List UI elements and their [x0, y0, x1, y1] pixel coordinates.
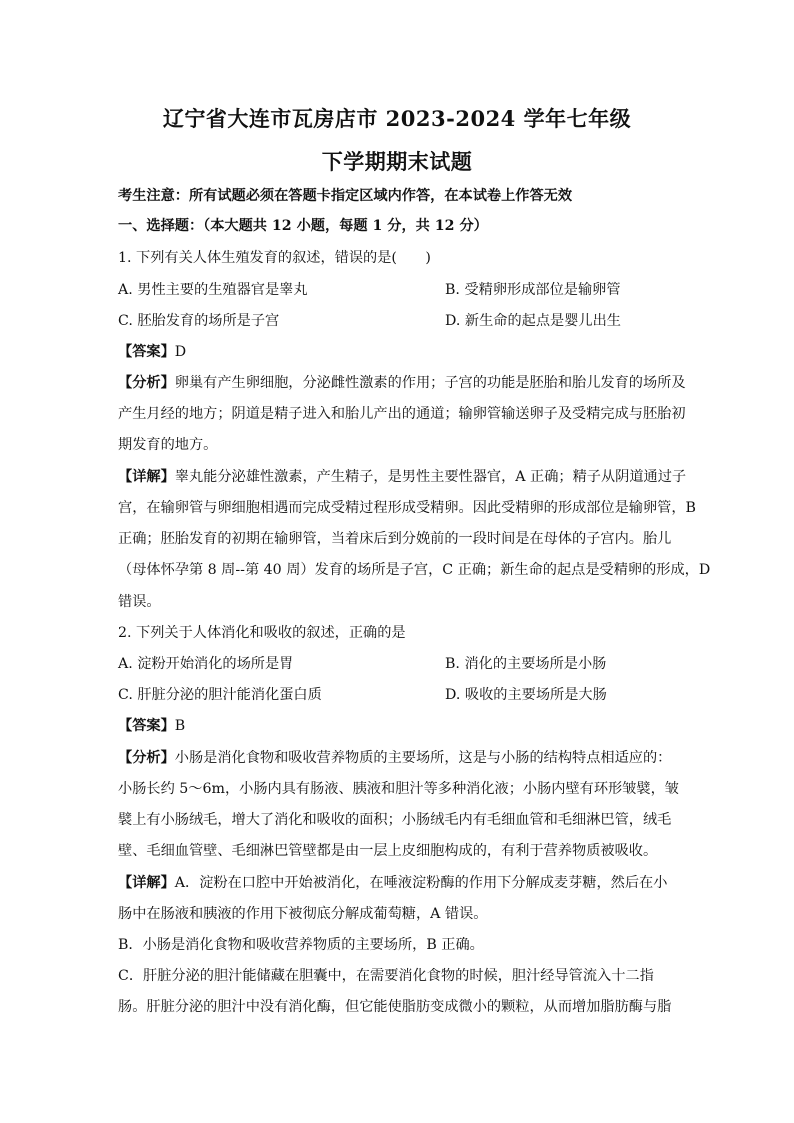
detail-label: 【详解】 [118, 469, 175, 485]
answer-value: B [174, 718, 186, 734]
question-2-analysis-line [118, 748, 678, 768]
question-2-option-a: A. 淀粉开始消化的场所是胃 [118, 656, 294, 672]
question-2-option-d: D. 吸收的主要场所是大肠 [445, 687, 607, 703]
detail-text: A．淀粉在口腔中开始被消化，在唾液淀粉酶的作用下分解成麦芽糖，然后在小 [174, 875, 668, 891]
question-1-option-b: B. 受精卵形成部位是输卵管 [445, 282, 621, 298]
question-2-analysis-line: 壁、毛细血管壁、毛细淋巴管壁都是由一层上皮细胞构成的，有利于营养物质被吸收。 [118, 843, 658, 859]
question-1-option-d: D. 新生命的起点是婴儿出生 [445, 313, 621, 329]
answer-label: 【答案】 [118, 344, 175, 360]
exam-title-line2: 下学期期末试题 [321, 149, 473, 174]
question-2-option-b: B. 消化的主要场所是小肠 [445, 656, 607, 672]
question-1-detail-line [118, 467, 687, 487]
question-2-analysis-line: 襞上有小肠绒毛，增大了消化和吸收的面积；小肠绒毛内有毛细血管和毛细淋巴管，绒毛 [118, 812, 672, 828]
question-2-detail-line: B．小肠是消化食物和吸收营养物质的主要场所，B 正确。 [118, 937, 484, 953]
section-heading: 一、选择题：（本大题共 12 小题，每题 1 分，共 12 分） [118, 218, 488, 234]
question-1-detail-line: （母体怀孕第 8 周--第 40 周）发育的场所是子宫，C 正确；新生命的起点是受精卵的形成，D [118, 562, 711, 578]
detail-label: 【详解】 [118, 875, 175, 891]
question-1-detail-line: 宫，在输卵管与卵细胞相遇而完成受精过程形成受精卵。因此受精卵的形成部位是输卵管，B [118, 500, 696, 516]
question-1-analysis-line [118, 373, 686, 393]
question-1-stem: 1. 下列有关人体生殖发育的叙述，错误的是( ) [118, 250, 431, 266]
analysis-text: 小肠是消化食物和吸收营养物质的主要场所，这是与小肠的结构特点相适应的： [174, 750, 672, 766]
question-2-option-c: C. 肝脏分泌的胆汁能消化蛋白质 [118, 687, 322, 703]
exam-notice: 考生注意：所有试题必须在答题卡指定区域内作答，在本试卷上作答无效 [118, 188, 573, 204]
question-1-analysis-line: 产生月经的地方；阴道是精子进入和胎儿产出的通道；输卵管输送卵子及受精完成与胚胎初 [118, 406, 686, 422]
question-2-stem: 2. 下列关于人体消化和吸收的叙述，正确的是 [118, 625, 406, 641]
answer-value: D [174, 344, 187, 360]
analysis-text: 卵巢有产生卵细胞，分泌雌性激素的作用；子宫的功能是胚胎和胎儿发育的场所及 [174, 375, 686, 391]
analysis-label: 【分析】 [118, 750, 175, 766]
answer-label: 【答案】 [118, 718, 175, 734]
question-1-answer [118, 342, 678, 362]
detail-text: 睾丸能分泌雄性激素，产生精子，是男性主要性器官，A 正确；精子从阴道通过子 [174, 469, 687, 485]
question-1-option-c: C. 胚胎发育的场所是子宫 [118, 313, 280, 329]
question-1-option-a: A. 男性主要的生殖器官是睾丸 [118, 282, 308, 298]
question-1-detail-line: 错误。 [118, 594, 161, 610]
question-2-answer [118, 716, 678, 736]
question-2-detail-line: 肠。肝脏分泌的胆汁中没有消化酶，但它能使脂肪变成微小的颗粒，从而增加脂肪酶与脂 [118, 999, 672, 1015]
question-2-detail-line: 肠中在肠液和胰液的作用下被彻底分解成葡萄糖，A 错误。 [118, 906, 488, 922]
question-1-analysis-line: 期发育的地方。 [118, 437, 218, 453]
exam-title-line1: 辽宁省大连市瓦房店市 2023-2024 学年七年级 [162, 106, 632, 131]
question-1-detail-line: 正确；胚胎发育的初期在输卵管，当着床后到分娩前的一段时间是在母体的子宫内。胎儿 [118, 531, 672, 547]
question-2-analysis-line: 小肠长约 5～6m，小肠内具有肠液、胰液和胆汁等多种消化液；小肠内壁有环形皱襞，皱 [118, 781, 679, 797]
analysis-label: 【分析】 [118, 375, 175, 391]
question-2-detail-line: C．肝脏分泌的胆汁能储藏在胆囊中，在需要消化食物的时候，胆汁经导管流入十二指 [118, 968, 654, 984]
question-2-detail-line [118, 873, 678, 893]
